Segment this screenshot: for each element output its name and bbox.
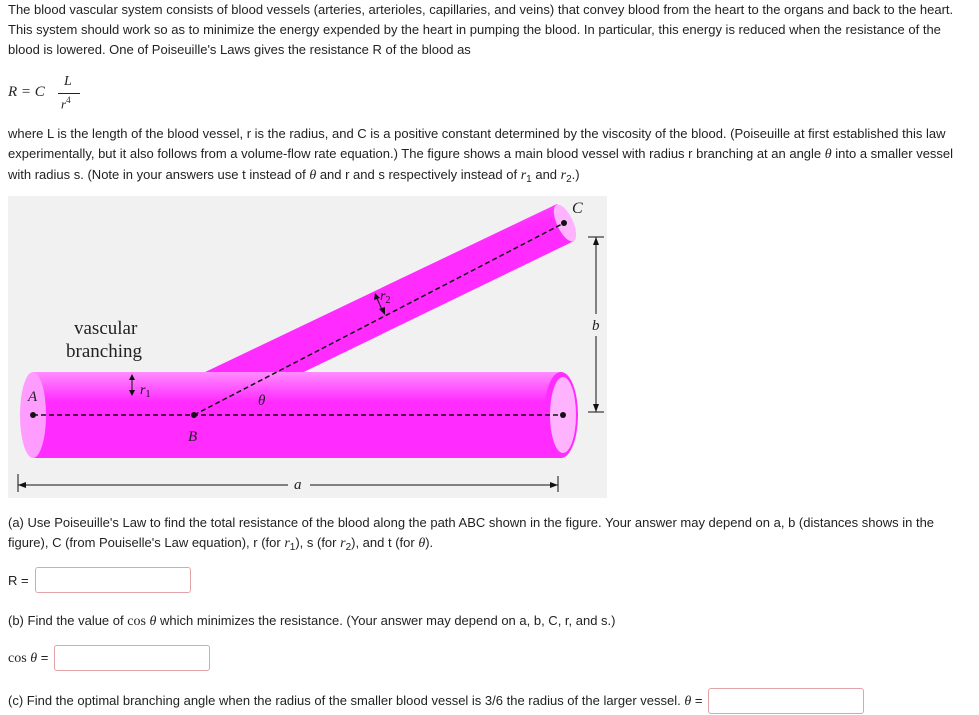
part-b-answer-label: cos θ =	[8, 649, 49, 666]
part-b-answer-row	[8, 644, 210, 672]
label-theta: θ	[258, 393, 266, 409]
theta-symbol: θ	[309, 168, 317, 183]
label-a: a	[294, 477, 302, 493]
point-c	[561, 220, 567, 226]
dimension-a	[18, 474, 558, 492]
problem-intro: The blood vascular system consists of blood vessels (arteries, arterioles, capillaries, and veins) that convey blood from the heart to the organs and back to the heart. This system should work so as to minimize the energy expended by the heart in pumping the blood. In particular, this energy is reduced when the resistance of the blood is lowered. One of Poiseuille's Laws gives the resistance R of the blood as	[8, 2, 954, 57]
label-b: b	[592, 318, 600, 334]
part-c-question: (c) Find the optimal branching angle when the radius of the smaller blood vessel is 3/6 the radius of the larger vessel. θ =	[8, 692, 703, 709]
theta-symbol: θ	[824, 147, 832, 162]
r2-label: $r_2$	[380, 289, 391, 306]
formula-exponent: 4	[66, 95, 71, 105]
formula-denominator: $r^4$	[61, 95, 71, 112]
vascular-branching-figure	[8, 196, 607, 498]
poiseuille-formula	[8, 74, 128, 114]
part-b-answer-input[interactable]	[54, 645, 210, 671]
part-c-row	[8, 687, 968, 715]
r1-label: $r_1$	[140, 383, 151, 400]
label-A: A	[28, 389, 38, 405]
part-b-question: (b) Find the value of cos θ which minimizes the resistance. (Your answer may depend on a, b, C, r, and s.)	[8, 613, 616, 629]
label-C: C	[572, 200, 583, 217]
point-b	[191, 412, 197, 418]
part-c-answer-input[interactable]	[708, 688, 864, 714]
part-a-question: (a) Use Poiseuille's Law to find the total resistance of the blood along the path ABC shown in the figure. Your answer may depend on a, b (distances shows in the figure), C (from Pouiselle's Law equation), r (for $r_1$), s (for $r_2$), and t (for θ).	[8, 515, 935, 553]
label-branching: branching	[66, 341, 142, 362]
part-a-answer-row	[8, 566, 191, 594]
formula-fraction-bar	[58, 93, 80, 94]
formula-lhs: R = C	[8, 84, 45, 100]
part-a-answer-label: R =	[8, 572, 29, 588]
point-end-main	[560, 412, 566, 418]
label-vascular: vascular	[74, 318, 138, 339]
r1-symbol: r	[520, 168, 527, 183]
point-a	[30, 412, 36, 418]
formula-numerator: L	[64, 74, 72, 89]
r2-symbol: r	[560, 168, 567, 183]
problem-description: where L is the length of the blood vessel, r is the radius, and C is a positive constant determined by the viscosity of the blood. (Poiseuille at first established this law experimentally, but it also follows from a volume-flow rate equation.) The figure shows a main blood vessel with radius r branching at an angle θ into a smaller vessel with radius s. (Note in your answers use t instead of θ and r and s respectively instead of $r_1$ and $r_2$.)	[8, 126, 954, 185]
part-a-answer-input[interactable]	[35, 567, 191, 593]
label-B: B	[188, 429, 198, 445]
